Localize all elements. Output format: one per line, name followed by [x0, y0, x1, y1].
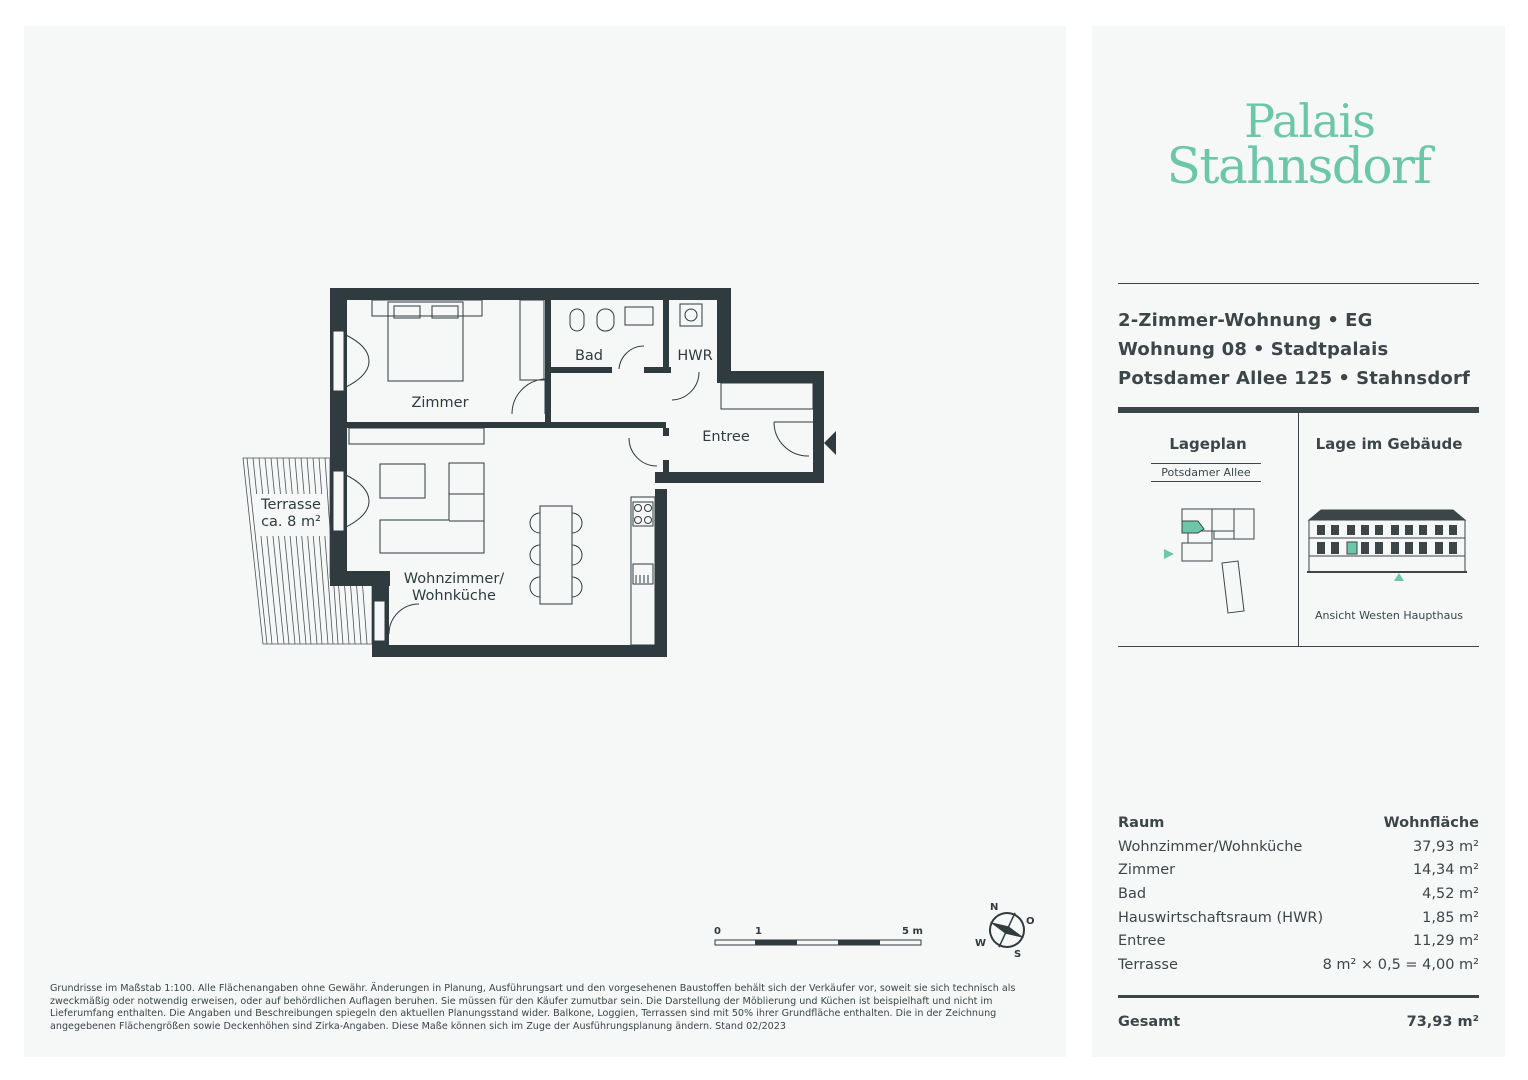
unit-line-2: [1118, 335, 1470, 364]
room-label-entree: Entree: [702, 429, 750, 445]
row-area: 4,52 m²: [1422, 886, 1479, 903]
compass-n: N: [990, 902, 999, 913]
room-label-zimmer: Zimmer: [411, 395, 469, 411]
scale-label-0: 0: [714, 926, 721, 937]
room-label-wohnkueche: Wohnküche: [412, 588, 496, 604]
compass-s: S: [1014, 949, 1022, 960]
divider-top: [1118, 283, 1479, 284]
table-row: [1118, 930, 1479, 954]
unit-line-3: [1118, 364, 1470, 393]
row-area: 11,29 m²: [1412, 933, 1479, 950]
row-area: 1,85 m²: [1422, 909, 1479, 926]
row-area: 14,34 m²: [1412, 862, 1479, 879]
entrance-arrow-icon: [824, 431, 836, 455]
unit-city: Stahnsdorf: [1356, 368, 1471, 389]
terrace-hatching: [243, 458, 372, 644]
room-label-terrasse-area: ca. 8 m²: [261, 514, 321, 530]
room-label-wohnzimmer: Wohnzimmer/: [403, 571, 505, 587]
divider-location-bottom: [1118, 646, 1479, 647]
unit-floor: EG: [1345, 310, 1373, 331]
site-plan-title: Lageplan: [1169, 435, 1247, 453]
floor-plan: [24, 26, 1066, 1057]
room-label-hwr: HWR: [677, 348, 713, 364]
area-table-header: [1118, 812, 1479, 836]
exterior-walls: [330, 288, 824, 657]
brand-line-1: Palais: [1244, 94, 1375, 148]
table-row: [1118, 883, 1479, 907]
scale-label-1: 1: [755, 926, 762, 937]
row-room: Terrasse: [1118, 957, 1178, 974]
row-area: 8 m² × 0,5 = 4,00 m²: [1322, 957, 1479, 974]
bullet: •: [1338, 368, 1351, 389]
compass-w: W: [975, 938, 987, 949]
row-room: Entree: [1118, 933, 1166, 950]
building-position-title: Lage im Gebäude: [1315, 435, 1463, 453]
site-plan-map: [1158, 503, 1268, 633]
scale-bar: [714, 926, 923, 945]
room-label-bad: Bad: [574, 348, 604, 364]
unit-number: Wohnung 08: [1118, 339, 1248, 360]
elevation-caption: Ansicht Westen Haupthaus: [1314, 609, 1464, 622]
sink-icon: [597, 309, 614, 331]
unit-type: 2-Zimmer-Wohnung: [1118, 310, 1322, 331]
sideboard-icon: [349, 428, 484, 444]
table-row: [1118, 836, 1479, 860]
brand-line-2: Stahnsdorf: [1166, 137, 1431, 195]
entree-wardrobe-icon: [721, 383, 813, 409]
building-elevation: [1307, 498, 1471, 583]
armchair-icon: [380, 464, 425, 498]
unit-street: Potsdamer Allee 125: [1118, 368, 1333, 389]
dining-table-icon: [540, 506, 572, 604]
area-table: [1118, 812, 1479, 978]
compass-o: O: [1026, 916, 1035, 927]
table-row: [1118, 859, 1479, 883]
table-row: [1118, 954, 1479, 978]
location-box: [1118, 413, 1479, 647]
bathtub-icon: [625, 307, 653, 325]
info-panel: [1092, 26, 1505, 1057]
unit-line-1: [1118, 306, 1470, 335]
total-row: [1118, 1014, 1479, 1030]
sofa-icon: [380, 463, 484, 553]
row-room: Hauswirtschaftsraum (HWR): [1118, 909, 1324, 926]
floor-plan-panel: [24, 26, 1066, 1057]
unit-building: Stadtpalais: [1270, 339, 1389, 360]
row-room: Bad: [1118, 886, 1147, 903]
bullet: •: [1327, 310, 1340, 331]
disclaimer-text: Grundrisse im Maßstab 1:100. Alle Flächenangaben ohne Gewähr. Änderungen in Planung, Ausführungsart und den vorgesehenen Baustoffen behält sich der Verkäufer vor, soweit sie sich technisch als zweckmäßig oder notwendig erweisen, oder auf behördlichen Auflagen beruhen. Sie müssen für den Käufer zumutbar sein. Die Darstellung der Möblierung und Küchen ist beispielhaft und nicht im Lieferumfang enthalten. Die Angaben und Beschreibungen spiegeln den aktuellen Planungsstand wider. Balkone, Loggien, Terrassen sind mit 50% ihrer Grundfläche enthalten. Die in der Zeichnung angegebenen Flächengrößen sowie Deckenhöhen sind Zirka-Angaben. Diese Maße können sich im Zuge der Ausführungsplanung ändern. Stand 02/2023: [50, 983, 1016, 1032]
row-room: Wohnzimmer/Wohnküche: [1118, 838, 1303, 855]
total-value: 73,93 m²: [1406, 1014, 1479, 1030]
scale-label-5m: 5 m: [902, 926, 923, 937]
room-label-terrasse: Terrasse: [261, 497, 321, 513]
bed-icon: [388, 302, 463, 381]
interior-walls: [346, 300, 671, 474]
street-label: Potsdamer Allee: [1151, 463, 1261, 482]
header-room: Raum: [1118, 815, 1165, 831]
table-row: [1118, 907, 1479, 931]
header-area: Wohnfläche: [1383, 815, 1479, 831]
divider-total: [1118, 995, 1479, 998]
row-room: Zimmer: [1118, 862, 1176, 879]
wardrobe-icon: [520, 300, 544, 380]
row-area: 37,93 m²: [1412, 838, 1479, 855]
total-label: Gesamt: [1118, 1014, 1181, 1030]
bullet: •: [1253, 339, 1265, 360]
brand-logo: [1092, 94, 1505, 195]
toilet-icon: [570, 309, 584, 331]
unit-heading: [1118, 306, 1470, 393]
